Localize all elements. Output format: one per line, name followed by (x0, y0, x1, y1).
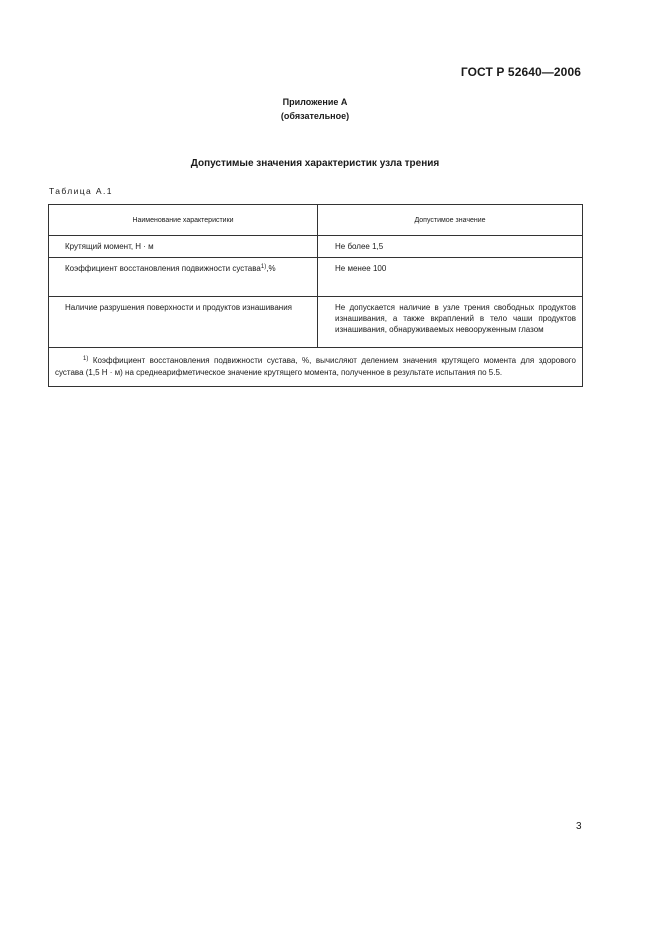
row-value: Не допускается наличие в узле трения свободных продуктов изнашивания, а также вкраплений в тело чаши продуктов изнашивания, обнаруживаемых невооруженным глазом (318, 297, 583, 348)
characteristics-table (48, 204, 583, 387)
row-name: Крутящий момент, Н · м (49, 236, 318, 258)
footnote-ref: 1) (260, 264, 267, 270)
row-value: Не более 1,5 (318, 236, 583, 258)
annex-heading (0, 95, 630, 123)
table-caption: Таблица А.1 (49, 186, 113, 196)
annex-status: (обязательное) (280, 111, 350, 121)
table-row (49, 236, 583, 258)
annex-label: Приложение А (282, 97, 348, 107)
row-name: Наличие разрушения поверхности и продуктов изнашивания (49, 297, 318, 348)
table-footnote-row (49, 348, 583, 387)
table-row (49, 297, 583, 348)
page-number: 3 (576, 821, 582, 832)
row-name (49, 258, 318, 297)
document-title: Допустимые значения характеристик узла трения (190, 158, 440, 169)
column-header-name: Наименование характеристики (49, 205, 318, 236)
row-name-text: Коэффициент восстановления подвижности сустава (65, 264, 261, 273)
footnote-text: Коэффициент восстановления подвижности сустава, %, вычисляют делением значения крутящего момента для здорового сустава (1,5 Н · м) на среднеарифметическое значение крутящего момента, полученное в результате испытания по 5.5. (55, 356, 576, 377)
table-footnote (49, 348, 583, 387)
footnote-marker: 1) (83, 356, 89, 362)
table-header-row (49, 205, 583, 236)
row-value: Не менее 100 (318, 258, 583, 297)
column-header-value: Допустимое значение (318, 205, 583, 236)
table-row (49, 258, 583, 297)
row-name-tail: ,% (266, 264, 276, 273)
standard-code: ГОСТ Р 52640—2006 (460, 65, 581, 79)
